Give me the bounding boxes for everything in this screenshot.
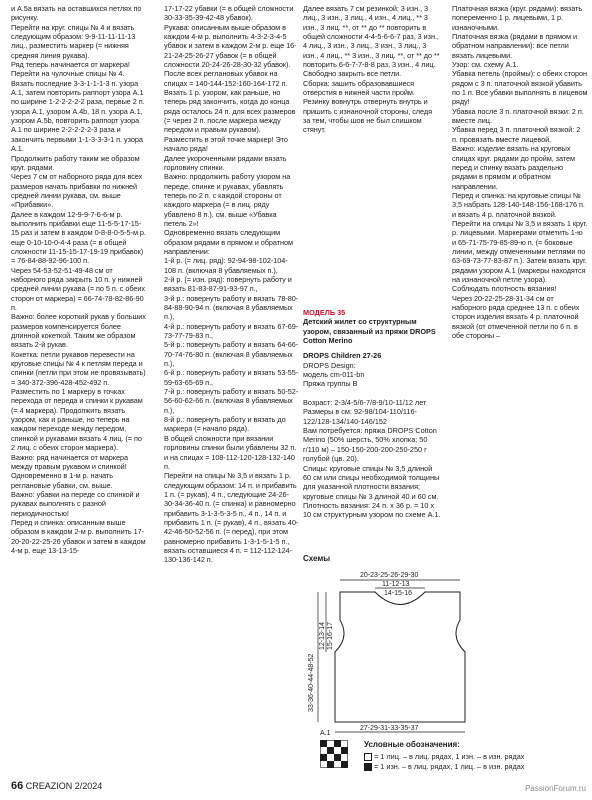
legend-row1-text: = 1 лиц. – в лиц. рядах, 1 изн. – в изн. рядах bbox=[374, 752, 525, 761]
dim-armhole-depth: 12-13-14 bbox=[319, 621, 326, 650]
schemes-label: Схемы bbox=[303, 554, 331, 563]
filled-square-icon bbox=[364, 763, 372, 771]
model-header bbox=[303, 308, 441, 520]
model-body: DROPS Design: модель cm-011-bn Пряжа группы B Возраст: 2-3/4-5/6-7/8-9/10-11/12 лет Размеры в см: 92-98/104-110/116-122/128-134/140-146/152 Вам потребуется: пряжа DROPS Cotton Merino (50% шерсть, 50% хлопка; 50 г/110 м) – 150-150-200-200-250-250 г голубой (цв. 20). Спицы: круговые спицы № 3,5 длиной 60 см или спицы необходимой толщины для указанной плотности вязания; круговые спицы № 3 длиной 40 и 60 см. Плотность вязания: 24 п. х 36 р. = 10 х 10 см структурным узором по схеме А.1. bbox=[303, 360, 441, 520]
text-column-2: 17-17-22 убавки (= в общей сложности 30-33-35-39-42-48 убавок). Рукава: описанным выше образом в каждом 4-м р. выполнить 4-3-2-3-4-5 убавок и затем в каждом 2-м р. еще 16-21-24-25-26-27 убавок (= в общей сложности 20-24-26-28-30-32 убавок). После всех реглановых убавок на спицах = 140-144-152-160-164-172 п. Вязать 1 р. узором, как раньше, но теперь ряд закончить, когда до конца ряда осталось 24 п. для всех размеров (= через 2 п. после маркера между передом и правым рукавом). Разместить в этой точке маркер! Это начало ряда! Далее укороченными рядами вязать горловину спинки. Важно: продолжить работу узором на переде, спинке и рукавах, убавлять теперь по 2 п. с каждой стороны от каждого маркера (= в лиц. ряду убавлено 8 п.), см. выше «Убавка петель 2»! Одновременно вязать следующим образом рядами в прямом и обратном направлении: 1-й р. (= лиц. ряд): 92-94-98-102-104-108 п. (включая 8 убавляемых п.), 2-й р. (= изн. ряд): повернуть работу и вязать 81-83-87-91-93-97 п., 3-й р.: повернуть работу и вязать 78-80-84-88-90-94 п. (включая 8 убавляемых п.), 4-й р.: повернуть работу и вязать 67-69-73-77-79-83 п., 5-й р.: повернуть работу и вязать 64-66-70-74-76-80 п. (включая 8 убавляемых п.), 6-й р.: повернуть работу и вязать 53-55-59-63-65-69 п., 7-й р.: повернуть работу и вязать 50-52-56-60-62-66 п. (включая 8 убавляемых п.), 8-й р.: повернуть работу и вязать до маркера (= начало ряда). В общей сложности при вязании горловины спинки были убавлены 32 п. и на спицах = 108-112-120-128-132-140 п. Перейти на спицы № 3,5 и вязать 1 р. следующим образом: 14 п. и прибавить 1 п. (= рукав), 4 п., следующие 24-26-30-34-36-40 п. (= спинка) и равномерно прибавить 3-1-3-5-3-5 п., 4 п., 14 п. и прибавить 1 п. (= рукав), 4 п., вязать 40-42-46-50-52-56 п. (= перед), при этом равномерно прибавить 1-3-1-5-1-5 п., вязать оставшиеся 4 п. = 112-112-124-130-136-142 п. bbox=[164, 4, 299, 565]
legend-row-knit bbox=[364, 752, 524, 761]
footer bbox=[11, 780, 102, 792]
legend-row2-text: = 1 изн. – в лиц. рядах, 1 лиц. – в изн. рядах bbox=[374, 762, 525, 771]
legend-title: Условные обозначения: bbox=[364, 740, 460, 749]
dim-bottom-width: 27-29-31-33-35-37 bbox=[360, 725, 419, 732]
watermark: PassionForum.ru bbox=[525, 784, 586, 793]
dim-total-length: 33-36-40-44-48-52 bbox=[308, 653, 315, 712]
model-title: Детский жилет со структурным узором, связанный из пряжи DROPS Cotton Merino bbox=[303, 317, 436, 346]
legend bbox=[320, 730, 590, 790]
empty-square-icon bbox=[364, 753, 372, 761]
page-number: 66 bbox=[11, 780, 24, 792]
vest-outline bbox=[300, 572, 500, 742]
dim-top-width: 20-23-25-26-29-30 bbox=[360, 572, 419, 579]
text-column-4: Платочная вязка (круг. рядами): вязать попеременно 1 р. лицевыми, 1 р. изнаночными. Платочная вязка (рядами в прямом и обратном направлении): все петли вязать лицевыми. Узор: см. схему А.1. Убавка петель (проймы): с обеих сторон рядом с 3 п. платочной вязкой убавить по 1 п. Все убавки выполнять в лицевом ряду! Убавка после 3 п. платочной вязки: 2 п. вместе лиц. Убавка перед 3 п. платочной вязкой: 2 п. провязать вместе лицевой. Важно: изделие вязать на круговых спицах круг. рядами до пройм, затем перед и спинку вязать раздельно рядами в прямом и обратном направлении. Перед и спинка: на круговые спицы № 3,5 набрать 128-140-148-156-168-176 п. и вязать 4 р. платочной вязкой. Перейти на спицы № 3,5 и вязать 1 круг. р. лицевыми. Маркерами отметить 1-ю и 65-71-75-79-85-89-ю п. (= боковые линии, между отмеченными петлями по 63-69-73-77-83-87 п.). Затем вязать круг. рядами узором А.1 (маркеры находятся на изнаночной петле узора). Соблюдать плотность вязания! Через 20-22-25-28-31-34 см от наборного ряда среднее 13 п. с обеих сторон изделия вязать 4 р. платочной вязкой (от отмеченной петли по 6 п. в обе стороны – bbox=[452, 4, 588, 341]
legend-row-purl bbox=[364, 762, 524, 771]
text-column-1: и А.5а вязать на оставшихся петлях по рисунку. Перейти на круг. спицы № 4 и вязать следующим образом: 9-9-11-11-11-13 лиц., разместить маркер (= нижняя средняя линия рукава). Ряд теперь начинается от маркера! Перейти на чулочные спицы № 4. Вязать последние 3-3-1-1-1-3 п. узора А.1, затем повторить раппорт узора А.1 по ширине 1-2-2-2-2-2 раза, первые 2 п. узора А.1, узором А.4b, 18 п. узора А.1, узором А.5b, повторить раппорт узора А.1 по ширине 2-2-2-2-2-3 раза и закончить первыми 1-1-3-3-3-1 п. узора А.1. Продолжить работу таким же образом круг. рядами. Через 7 см от наборного ряда для всех размеров начать прибавки по нижней средней линии рукава, см. выше «Прибавки». Далее в каждом 12-9-9-7-6-6-м р. выполнить прибавки еще 11-5-5-17-15-15 раз и затем в каждом 0-8-8-0-5-5-м р. еще 0-10-10-0-4-4 раза (= в общей сложности 11-15-15-17-19-19 прибавок) = 76-84-88-92-96-100 п. Через 54-53-52-51-49-48 см от наборного ряда закрыть 10 п. у нижней средней линии рукава (= по 5 п. с обеих сторон от маркера) = 66-74-78-82-86-90 п. Важно: более короткий рукав у больших размеров компенсируется более длинной кокеткой. Таким же образом вязать 2-й рукав. Кокетка: петли рукавов перевести на круговые спицы № 4 к петлям переда и спинки (петли при этом не провязывать) = 340-372-396-428-452-492 п. Разместить по 1 маркеру в точках перехода от переда и спинки к рукавам (= 4 маркера). Продолжить вязать узором, как и раньше, но теперь на каждом переходе между передом, спинкой и рукавами вязать 4 лиц. (= по 2 лиц. с обеих сторон маркера). Важно: ряд начинается от маркера между правым рукавом и спинкой! Одновременно в 1-м р. начать реглановые убавки, см. выше. Важно: убавки на переде со спинкой и рукавах выполнять с разной периодичностью! Перед и спинка: описанным выше образом в каждом 2-м р. выполнить 17-20-20-22-25-26 убавок и затем в каждом 4-м р. еще 13-13-15- bbox=[11, 4, 146, 555]
yarn-name: DROPS Children 27-26 bbox=[303, 351, 382, 361]
chart-a1-label: A.1 bbox=[320, 730, 331, 737]
dim-neck-inner: 14-15-16 bbox=[384, 590, 413, 597]
text-column-3: Далее вязать 7 см резинкой: 3 изн., 3 лиц., 3 изн., 3 лиц., 4 изн., 4 лиц., ** 3 изн., 3 лиц. **, от ** до ** повторить в общей сложности 4-4-5-6-6-7 раз, 3 изн., 4 лиц., 3 изн., 3 лиц., 3 изн., 3 лиц., 3 изн., 4 лиц., ** 3 изн., 3 лиц. **, от ** до ** повторить 6-6-7-7-8-8 раз, 3 изн., 4 лиц. Свободно закрыть все петли. Сборка: зашить образовавшиеся отверстия в нижней части пройм. Резинку вовнутрь отвернуть внутрь и пришить с изнаночной стороны, следя за тем, чтобы шов не был слишком стянут. bbox=[303, 4, 440, 135]
chart-a1-grid bbox=[320, 740, 348, 768]
dim-armhole-depth-2: 15-16-17 bbox=[327, 621, 334, 650]
model-code: МОДЕЛЬ 35 bbox=[303, 308, 346, 317]
dim-neck-width: 11-12-13 bbox=[382, 581, 410, 588]
magazine-name: CREAZION 2/2024 bbox=[25, 781, 103, 791]
schematic-diagram bbox=[300, 572, 500, 742]
